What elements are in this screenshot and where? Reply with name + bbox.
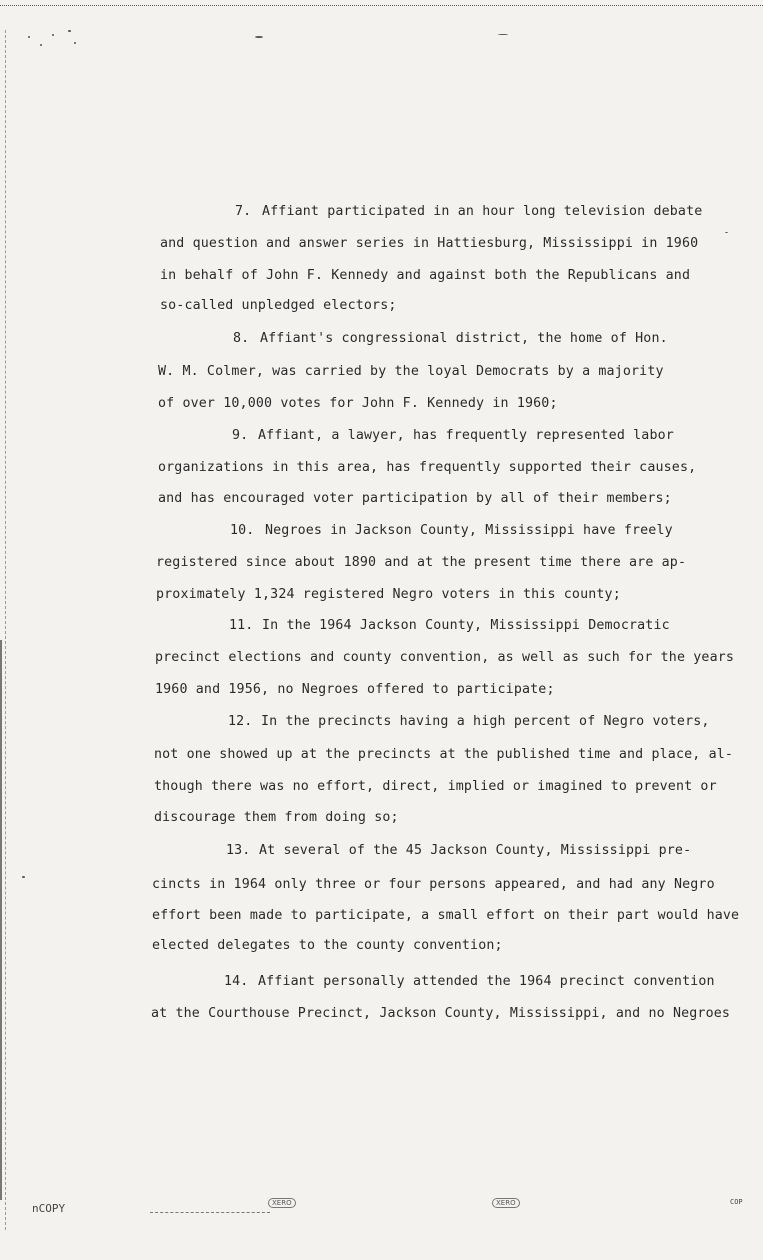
xero-stamp-center: XERO (492, 1198, 520, 1208)
text-line: elected delegates to the county convention; (152, 938, 503, 953)
xero-stamp-left: XERO (268, 1198, 296, 1208)
text-line: Affiant, a lawyer, has frequently represented labor (258, 428, 674, 443)
top-edge-dotted-border (0, 5, 763, 7)
text-line: discourage them from doing so; (154, 810, 399, 825)
copy-mark-right: COP (730, 1198, 743, 1206)
scan-speck (68, 30, 71, 32)
paragraph-number: 9. (232, 428, 249, 443)
scan-speck (22, 876, 25, 878)
scan-speck (725, 232, 728, 233)
text-line: At several of the 45 Jackson County, Mississippi pre- (259, 843, 692, 858)
scan-speck (255, 36, 263, 38)
text-line: effort been made to participate, a small effort on their part would have (152, 908, 740, 923)
text-line: and has encouraged voter participation by all of their members; (158, 491, 672, 506)
text-line: W. M. Colmer, was carried by the loyal Democrats by a majority (158, 364, 664, 379)
scan-speck (74, 42, 76, 44)
text-line: Negroes in Jackson County, Mississippi have freely (265, 523, 673, 538)
text-line: and question and answer series in Hattiesburg, Mississippi in 1960 (160, 236, 699, 251)
text-line: Affiant participated in an hour long television debate (262, 204, 703, 219)
scan-speck (40, 44, 42, 46)
paragraph-number: 12. (228, 714, 253, 729)
text-line: registered since about 1890 and at the present time there are ap- (156, 555, 687, 570)
scan-speck (28, 36, 30, 38)
text-line: though there was no effort, direct, implied or imagined to prevent or (154, 779, 717, 794)
scan-speck (52, 34, 54, 36)
paragraph-number: 10. (230, 523, 255, 538)
footer-dash-line (150, 1212, 270, 1214)
paragraph-number: 13. (226, 843, 251, 858)
text-line: Affiant's congressional district, the home of Hon. (260, 331, 668, 346)
text-line: Affiant personally attended the 1964 precinct convention (258, 974, 715, 989)
text-line: cincts in 1964 only three or four persons appeared, and had any Negro (152, 877, 715, 892)
copy-mark: nCOPY (32, 1202, 66, 1215)
text-line: in behalf of John F. Kennedy and against both the Republicans and (160, 268, 691, 283)
paragraph-number: 8. (233, 331, 250, 346)
paragraph-number: 7. (235, 204, 252, 219)
text-line: at the Courthouse Precinct, Jackson County, Mississippi, and no Negroes (151, 1006, 731, 1021)
text-line: precinct elections and county convention, as well as such for the years (155, 650, 735, 665)
text-line: In the precincts having a high percent of Negro voters, (261, 714, 710, 729)
text-line: 1960 and 1956, no Negroes offered to participate; (155, 682, 555, 697)
text-line: not one showed up at the precincts at the published time and place, al- (154, 747, 734, 762)
text-line: organizations in this area, has frequently supported their causes, (158, 460, 697, 475)
text-line: so-called unpledged electors; (160, 298, 397, 313)
left-edge-binding-marks (5, 30, 7, 1230)
left-edge-shadow (0, 640, 2, 1200)
scan-speck (498, 34, 508, 35)
text-line: of over 10,000 votes for John F. Kennedy in 1960; (158, 396, 558, 411)
text-line: proximately 1,324 registered Negro voters in this county; (156, 587, 621, 602)
text-line: In the 1964 Jackson County, Mississippi Democratic (262, 618, 670, 633)
paragraph-number: 11. (229, 618, 254, 633)
paragraph-number: 14. (224, 974, 249, 989)
